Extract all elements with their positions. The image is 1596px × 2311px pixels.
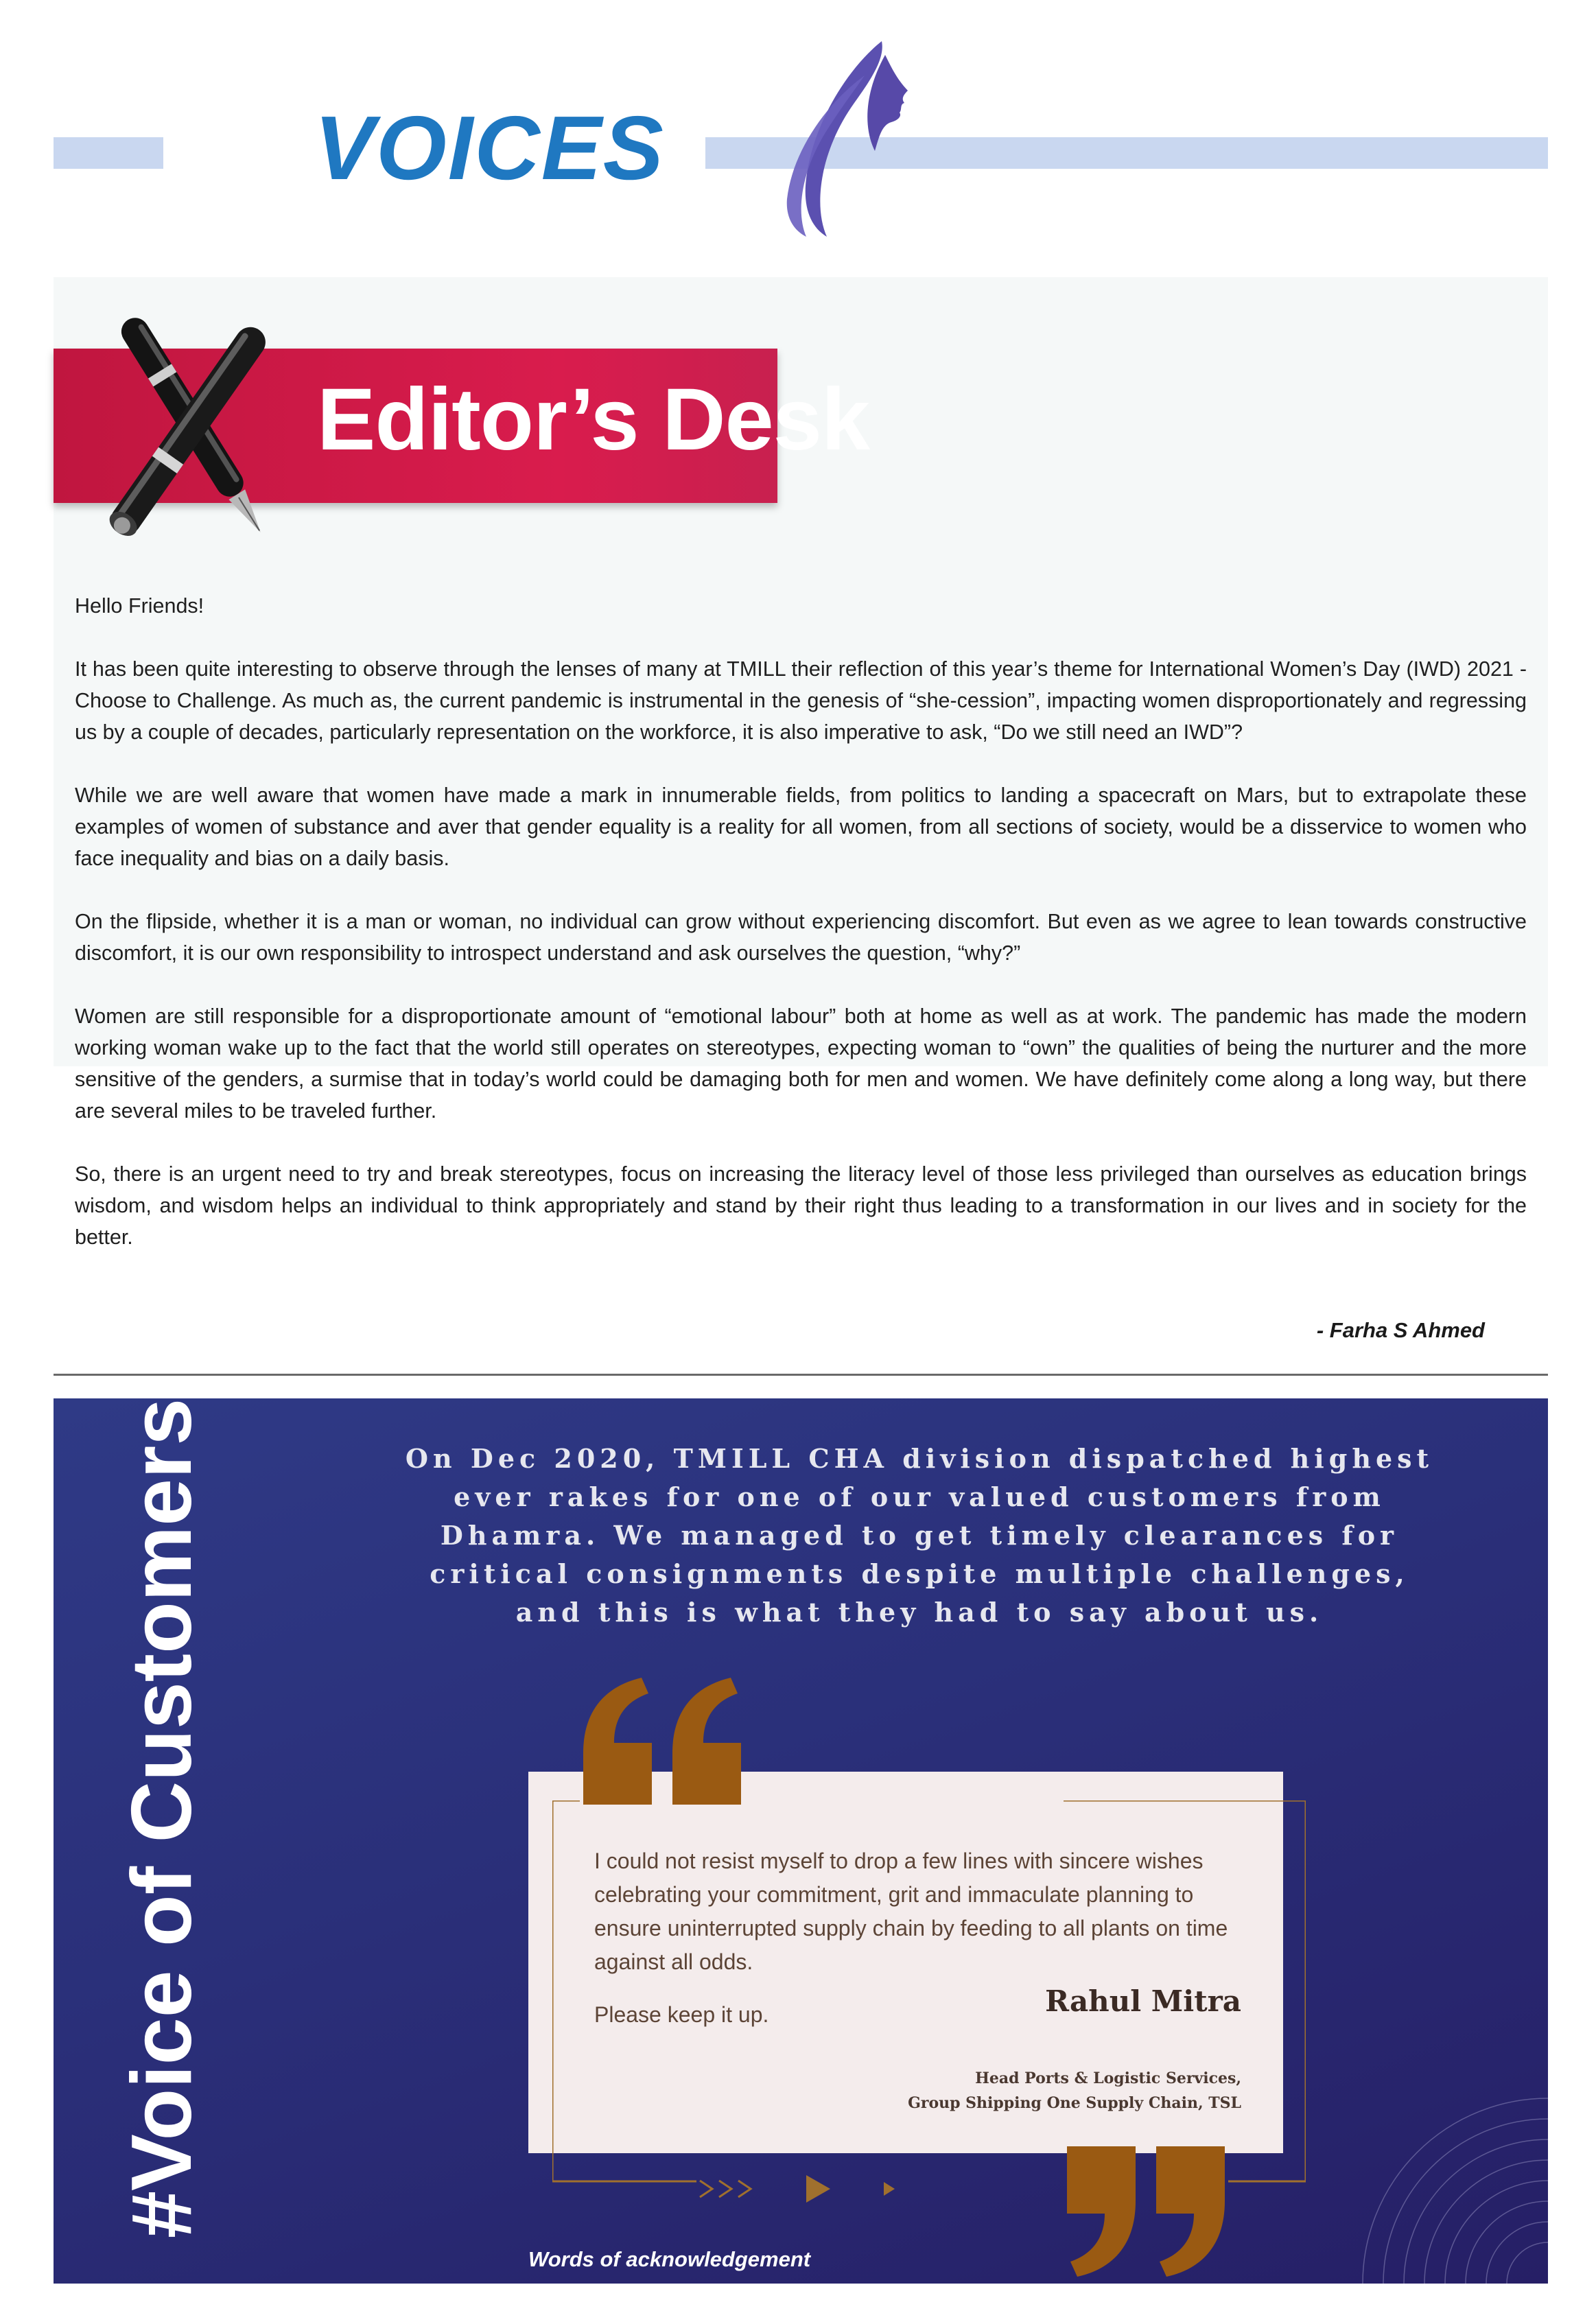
fountain-pen-icon [48,288,336,563]
letter-paragraph-3: On the flipside, whether it is a man or woman, no individual can grow without experiencing discomfort. But even as we agree to lean towards constructive discomfort, it is our own responsibility to introspect understand and ask ourselves the question, “why?” [75,910,1527,965]
letter-paragraph-5: So, there is an urgent need to try and break stereotypes, focus on increasing the literacy level of those less privileged than ourselves as education brings wisdom, and wisdom helps an individual to think appropriately and stand by their right thus leading to a transformation in our lives and in society for the better. [75,1162,1527,1249]
intro-line: critical consignments despite multiple challenges, [430,1558,1409,1589]
author-title-line-1: Head Ports & Logistic Services, [975,2069,1241,2087]
section-divider [54,1374,1548,1376]
author-title-line-2: Group Shipping One Supply Chain, TSL [908,2094,1241,2112]
woman-profile-logo [744,27,923,240]
intro-line: ever rakes for one of our valued customers from [454,1481,1385,1512]
intro-line: and this is what they had to say about us. [515,1597,1324,1628]
quote-closing: Please keep it up. [594,2002,769,2027]
intro-line: On Dec 2020, TMILL CHA division dispatched highest [405,1443,1434,1474]
voice-of-customers-title: #Voice of Customers [115,1398,209,2238]
page-title: VOICES [314,97,665,198]
play-arrows-icon [693,2168,926,2209]
letter-paragraph-2: While we are well aware that women have made a mark in innumerable fields, from politics to landing a spacecraft on Mars, but to extrapolate these examples of women of substance and aver that gender equality is a reality for all women, from all sections of society, would be a disservice to women who face inequality and bias on a daily basis. [75,784,1527,870]
letter-greeting: Hello Friends! [75,594,204,618]
image-caption: Words of acknowledgement [528,2247,811,2271]
close-quote-icon [1060,2139,1235,2284]
letter-paragraph-1: It has been quite interesting to observe through the lenses of many at TMILL their reflection of this year’s theme for International Women’s Day (IWD) 2021 - Choose to Challenge. As much as, the current pandemic is instrumental in the genesis of “she-cession”, impacting women disproportionately and regressing us by a couple of decades, particularly representation on the workforce, it is also imperative to ask, “Do we still need an IWD”? [75,657,1527,744]
quote-author: Rahul Mitra [1045,1984,1241,2018]
header-bar-left [54,137,163,169]
editors-letter [75,590,1527,1284]
quote-body: I could not resist myself to drop a few lines with sincere wishes celebrating your commitment, grit and immaculate planning to ensure uninterrupted supply chain by feeding to all plants on time against all odds. [594,1849,1228,1974]
customer-story-intro [384,1440,1455,1632]
letter-signature: - Farha S Ahmed [1316,1318,1485,1342]
open-quote-icon [576,1674,751,1811]
customer-quote [594,1844,1253,2051]
editors-desk-title: Editor’s Desk [317,371,870,469]
intro-line: Dhamra. We managed to get timely clearances for [440,1520,1399,1551]
letter-paragraph-4: Women are still responsible for a disproportionate amount of “emotional labour” both at home as well as at work. The pandemic has made the modern working woman wake up to the fact that the world still operates on stereotypes, expecting woman to “own” the qualities of being the nurturer and the more sensitive of the genders, a surmise that in today’s world could be damaging both for men and women. We have definitely come along a long way, but there are several miles to be traveled further. [75,1005,1527,1123]
